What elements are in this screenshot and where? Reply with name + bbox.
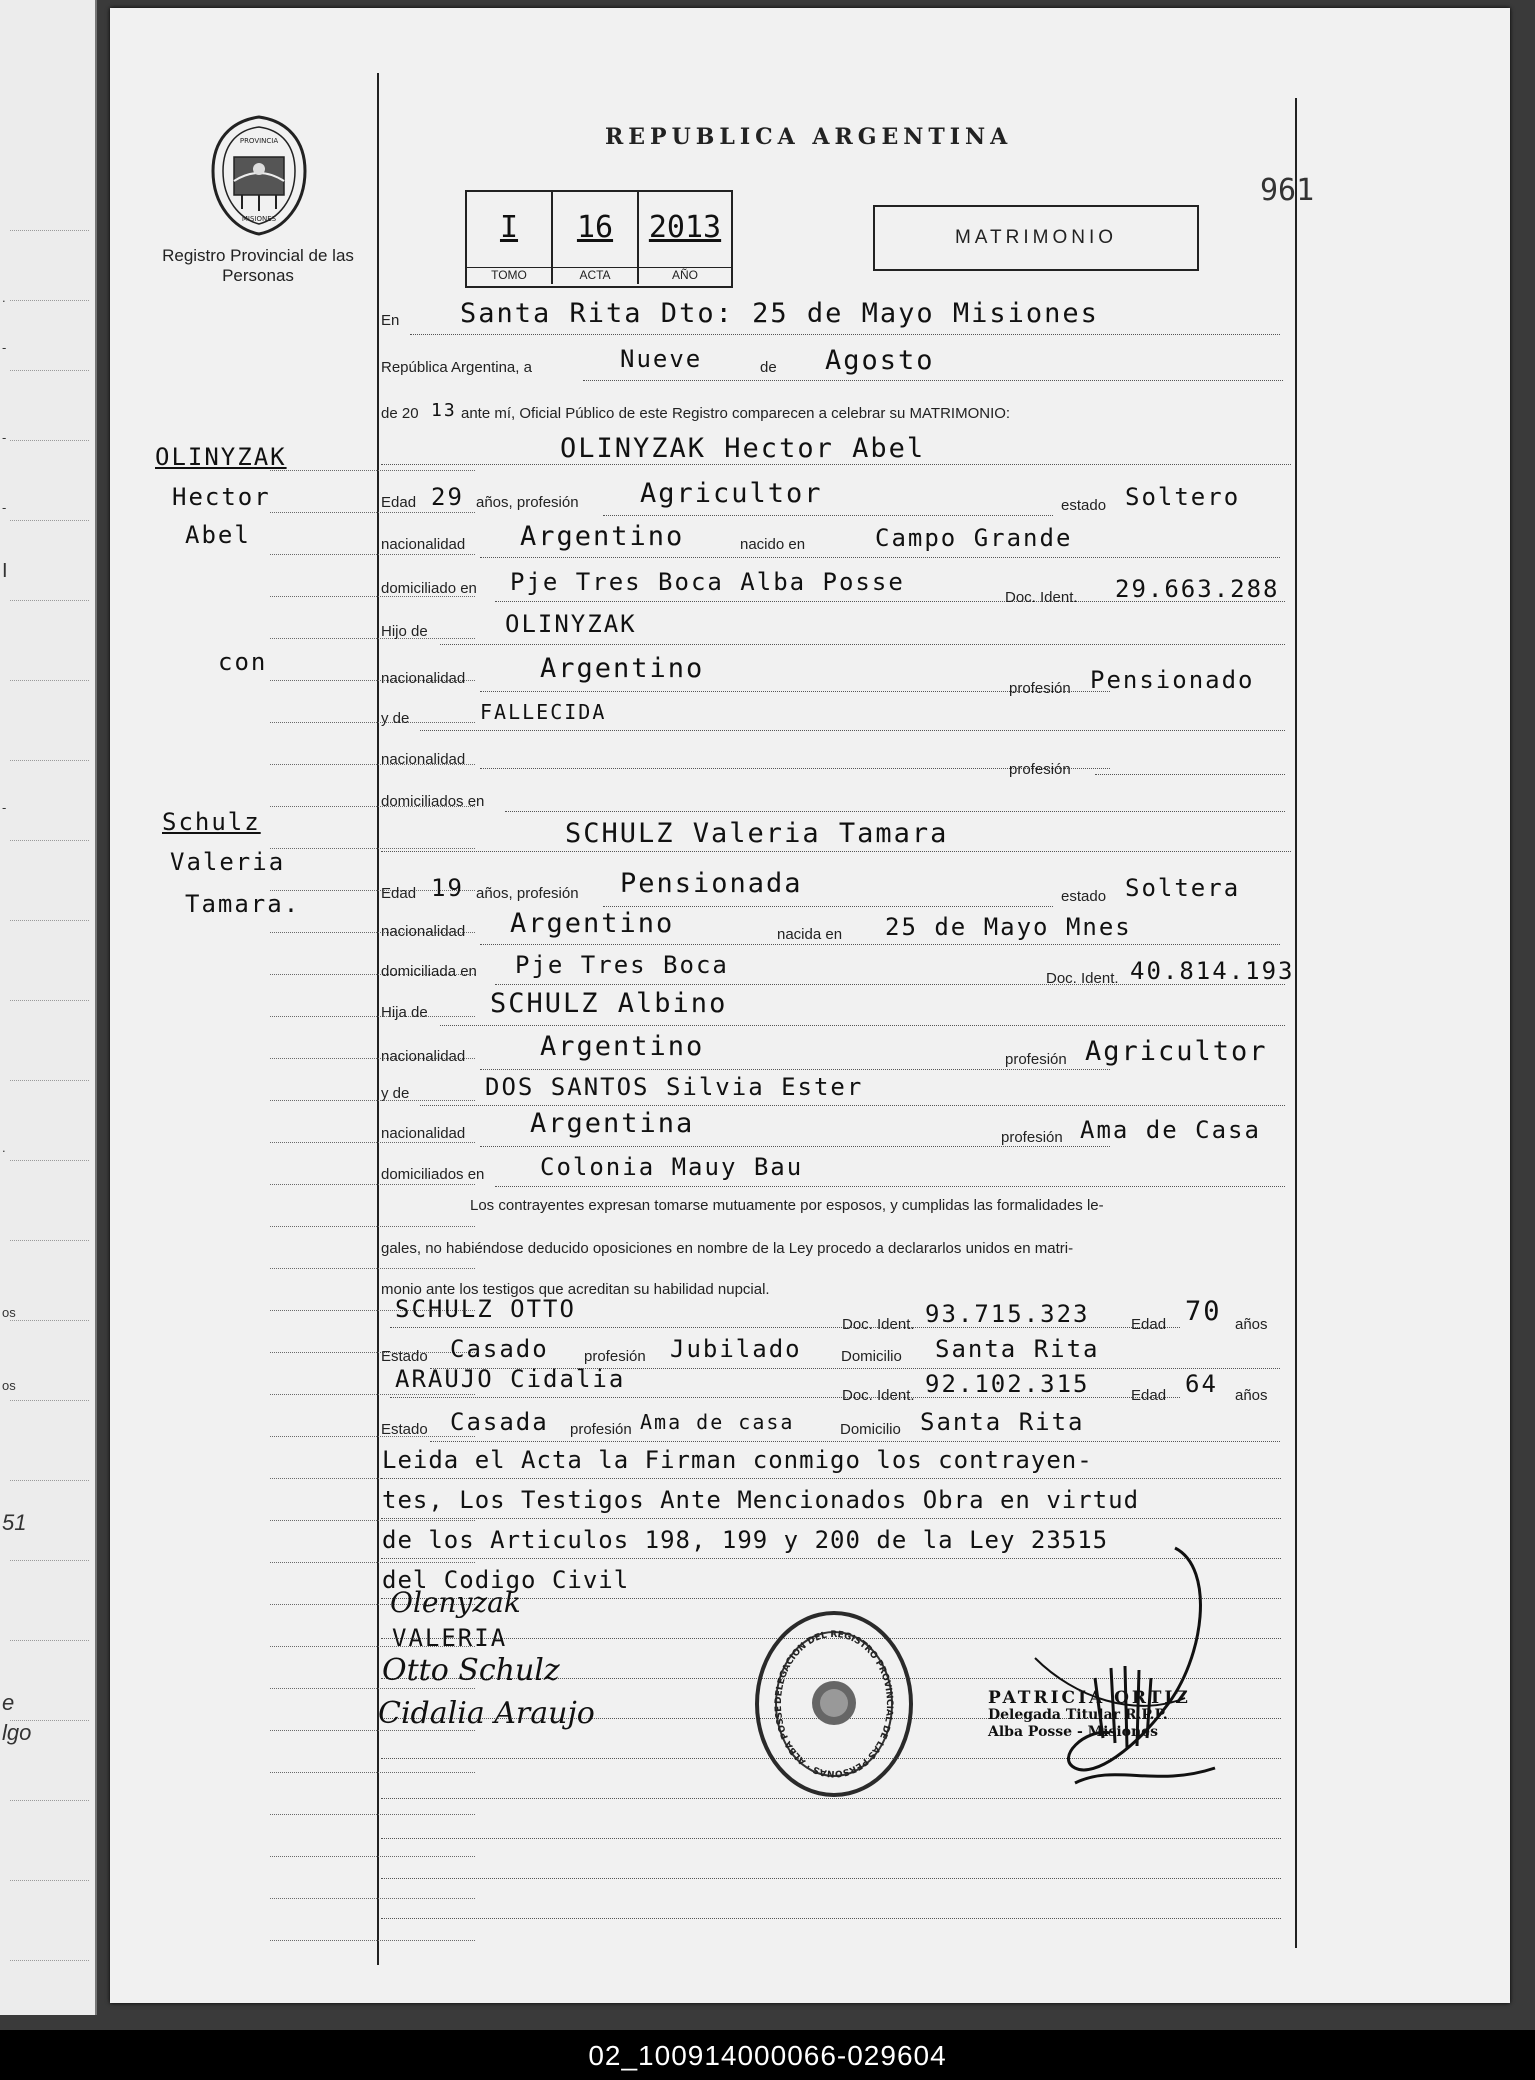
bride-mother: DOS SANTOS Silvia Ester	[485, 1073, 864, 1101]
label-domiciliada-en: domiciliada en	[381, 963, 477, 980]
label-edad: Edad	[1131, 1316, 1167, 1333]
bride-birthplace: 25 de Mayo Mnes	[885, 913, 1132, 941]
groom-age: 29	[431, 483, 464, 511]
label-estado: estado	[1061, 497, 1107, 514]
act-type-box	[873, 205, 1199, 271]
bride-profession: Pensionada	[620, 868, 803, 899]
closing-text: gales, no habiéndose deducido oposiciones en nombre de la Ley procedo a declararlos unidos en matri-	[381, 1240, 1074, 1257]
image-code: 02_100914000066-029604	[588, 2040, 947, 2071]
margin-bride-surname: Schulz	[162, 808, 261, 836]
bride-doc: 40.814.193	[1130, 957, 1295, 985]
label-domiciliados-en: domiciliados en	[381, 793, 485, 810]
bride-father: SCHULZ Albino	[490, 988, 728, 1019]
groom-name: OLINYZAK Hector Abel	[560, 433, 926, 464]
signature-witness-2: Cidalia Araujo	[378, 1696, 595, 1731]
left-page-text: -	[2, 430, 7, 445]
anio-cell	[639, 192, 731, 284]
svg-text:DELEGACION DEL REGISTRO PROVIN: DELEGACION DEL REGISTRO PROVINCIAL DE LAS PERSONAS · ALBA POSSE	[773, 1629, 895, 1779]
label-estado: Estado	[381, 1421, 428, 1438]
signature-bride: VALERIA	[392, 1624, 508, 1652]
bride-parents-address: Colonia Mauy Bau	[540, 1153, 804, 1181]
label-nacionalidad: nacionalidad	[381, 536, 466, 553]
label-doc-ident: Doc. Ident.	[1046, 970, 1119, 987]
label-en: En	[381, 312, 400, 329]
label-profesion: profesión	[1005, 1051, 1067, 1068]
label-anos: años	[1235, 1316, 1268, 1333]
signature-groom: Olenyzak	[390, 1586, 521, 1619]
label-y-de: y de	[381, 1085, 410, 1102]
witness-status: Casado	[450, 1335, 549, 1363]
note-line: del Codigo Civil	[382, 1566, 630, 1594]
label-hijo-de: Hijo de	[381, 623, 428, 640]
label-profesion: profesión	[1009, 761, 1071, 778]
left-page-text: I	[2, 560, 8, 582]
label-de-20: de 20	[381, 405, 419, 422]
tomo-cell	[467, 192, 553, 284]
groom-nationality: Argentino	[520, 521, 685, 552]
witness-domicilio: Santa Rita	[935, 1335, 1100, 1363]
officer-title: Delegada Titular R.P.P.	[988, 1707, 1168, 1723]
label-domiciliados-en: domiciliados en	[381, 1166, 485, 1183]
stamp-graphic	[759, 1615, 909, 1793]
label-anos: años	[1235, 1387, 1268, 1404]
left-page-text: os	[2, 1305, 16, 1320]
label-nacionalidad: nacionalidad	[381, 751, 466, 768]
groom-status: Soltero	[1125, 483, 1241, 511]
label-intro: ante mí, Oficial Público de este Registro comparecen a celebrar su MATRIMONIO:	[461, 405, 1011, 422]
label-estado: estado	[1061, 888, 1107, 905]
label-doc-ident: Doc. Ident.	[842, 1316, 915, 1333]
register-page	[110, 8, 1510, 2003]
label-profesion: profesión	[570, 1421, 632, 1438]
left-page-edge	[0, 0, 97, 2015]
left-page-text: -	[2, 340, 7, 355]
anio-value: 2013	[648, 210, 722, 245]
label-edad: Edad	[1131, 1387, 1167, 1404]
right-rule	[1295, 98, 1297, 1948]
groom-doc: 29.663.288	[1115, 575, 1280, 603]
label-domiciliado-en: domiciliado en	[381, 580, 477, 597]
bride-address: Pje Tres Boca	[515, 951, 729, 979]
label-estado: Estado	[381, 1348, 428, 1365]
left-page-text: -	[2, 800, 7, 815]
label-profesion: profesión	[1009, 680, 1071, 697]
signature-witness-1: Otto Schulz	[382, 1653, 560, 1688]
registry-name: Registro Provincial de las Personas	[162, 246, 354, 285]
groom-father: OLINYZAK	[505, 610, 637, 638]
label-anos-profesion: años, profesión	[476, 494, 579, 511]
margin-groom-name: Hector	[172, 483, 271, 511]
label-nacionalidad: nacionalidad	[381, 670, 466, 687]
acta-value: 16	[576, 210, 614, 245]
groom-mother: FALLECIDA	[480, 700, 607, 724]
margin-groom-name: Abel	[185, 521, 251, 549]
label-profesion: profesión	[584, 1348, 646, 1365]
closing-text: Los contrayentes expresan tomarse mutuamente por esposos, y cumplidas las formalidades le-	[470, 1197, 1104, 1214]
left-page-text: -	[2, 500, 7, 515]
label-y-de: y de	[381, 710, 410, 727]
witness-status: Casada	[450, 1408, 549, 1436]
bride-father-profession: Agricultor	[1085, 1036, 1268, 1067]
witness-age: 64	[1185, 1370, 1218, 1398]
bride-mother-profession: Ama de Casa	[1080, 1116, 1261, 1144]
closing-text: monio ante los testigos que acreditan su habilidad nupcial.	[381, 1281, 770, 1298]
official-stamp	[755, 1611, 913, 1797]
bride-mother-nationality: Argentina	[530, 1108, 695, 1139]
officer-signature-icon	[1015, 1538, 1270, 1828]
groom-birthplace: Campo Grande	[875, 524, 1073, 552]
marriage-day: Nueve	[620, 345, 703, 373]
witness-name: SCHULZ OTTO	[395, 1295, 576, 1323]
label-nacionalidad: nacionalidad	[381, 1125, 466, 1142]
witness-age: 70	[1185, 1296, 1222, 1327]
label-domicilio: Domicilio	[840, 1421, 901, 1438]
record-number-box	[465, 190, 733, 288]
label-nacida-en: nacida en	[777, 926, 843, 943]
note-line: Leida el Acta la Firman conmigo los contrayen-	[382, 1446, 1093, 1474]
label-doc-ident: Doc. Ident.	[1005, 589, 1078, 606]
tomo-value: I	[499, 210, 519, 245]
svg-text:PROVINCIA: PROVINCIA	[239, 137, 279, 145]
officer-block	[988, 1690, 1191, 1741]
note-line: de los Articulos 198, 199 y 200 de la Ley 23515	[382, 1526, 1109, 1554]
left-page-text: lgo	[2, 1720, 32, 1745]
left-page-text: .	[2, 290, 6, 305]
label-hija-de: Hija de	[381, 1004, 428, 1021]
witness-profession: Ama de casa	[640, 1410, 795, 1434]
bride-name: SCHULZ Valeria Tamara	[565, 818, 949, 849]
label-nacionalidad: nacionalidad	[381, 1048, 466, 1065]
marriage-year: 13	[431, 400, 457, 421]
witness-name: ARAUJO Cidalia	[395, 1365, 626, 1393]
label-edad: Edad	[381, 494, 417, 511]
act-type-label: MATRIMONIO	[954, 227, 1118, 248]
left-page-text: 51	[2, 1510, 27, 1535]
label-edad: Edad	[381, 885, 417, 902]
label-domicilio: Domicilio	[841, 1348, 902, 1365]
label-profesion: profesión	[1001, 1129, 1063, 1146]
label-nacido-en: nacido en	[740, 536, 806, 553]
left-page-text: .	[2, 1140, 6, 1155]
bride-status: Soltera	[1125, 874, 1241, 902]
margin-con: con	[218, 648, 268, 676]
tomo-label: TOMO	[467, 267, 551, 282]
marriage-place: Santa Rita Dto: 25 de Mayo Misiones	[460, 298, 1099, 329]
officer-place: Alba Posse - Misiones	[988, 1724, 1158, 1740]
margin-bride-name: Tamara.	[185, 890, 301, 918]
left-page-text: e	[2, 1690, 15, 1715]
officer-name: PATRICIA ORTIZ	[988, 1688, 1191, 1708]
witness-doc: 93.715.323	[925, 1300, 1090, 1328]
bride-nationality: Argentino	[510, 908, 675, 939]
margin-rule	[377, 73, 379, 1965]
bride-age: 19	[431, 874, 464, 902]
bride-father-nationality: Argentino	[540, 1031, 705, 1062]
groom-father-profession: Pensionado	[1090, 666, 1255, 694]
groom-address: Pje Tres Boca Alba Posse	[510, 568, 905, 596]
label-anos-profesion: años, profesión	[476, 885, 579, 902]
marriage-month: Agosto	[825, 345, 935, 376]
svg-text:MISIONES: MISIONES	[241, 215, 277, 223]
groom-father-nationality: Argentino	[540, 653, 705, 684]
witness-domicilio: Santa Rita	[920, 1408, 1085, 1436]
anio-label: AÑO	[639, 267, 731, 282]
label-republica: República Argentina, a	[381, 359, 532, 376]
groom-profession: Agricultor	[640, 478, 823, 509]
acta-label: ACTA	[553, 267, 637, 282]
country-title: REPUBLICA ARGENTINA	[605, 124, 1013, 150]
margin-bride-name: Valeria	[170, 848, 286, 876]
witness-doc: 92.102.315	[925, 1370, 1090, 1398]
label-de: de	[760, 359, 777, 376]
label-nacionalidad: nacionalidad	[381, 923, 466, 940]
provincial-seal-icon	[202, 113, 317, 238]
folio-number: 961	[1260, 173, 1315, 208]
acta-cell	[553, 192, 639, 284]
margin-groom-surname: OLINYZAK	[155, 443, 287, 471]
left-page-text: os	[2, 1378, 16, 1393]
label-doc-ident: Doc. Ident.	[842, 1387, 915, 1404]
witness-profession: Jubilado	[670, 1335, 802, 1363]
note-line: tes, Los Testigos Ante Mencionados Obra en virtud	[382, 1486, 1140, 1514]
